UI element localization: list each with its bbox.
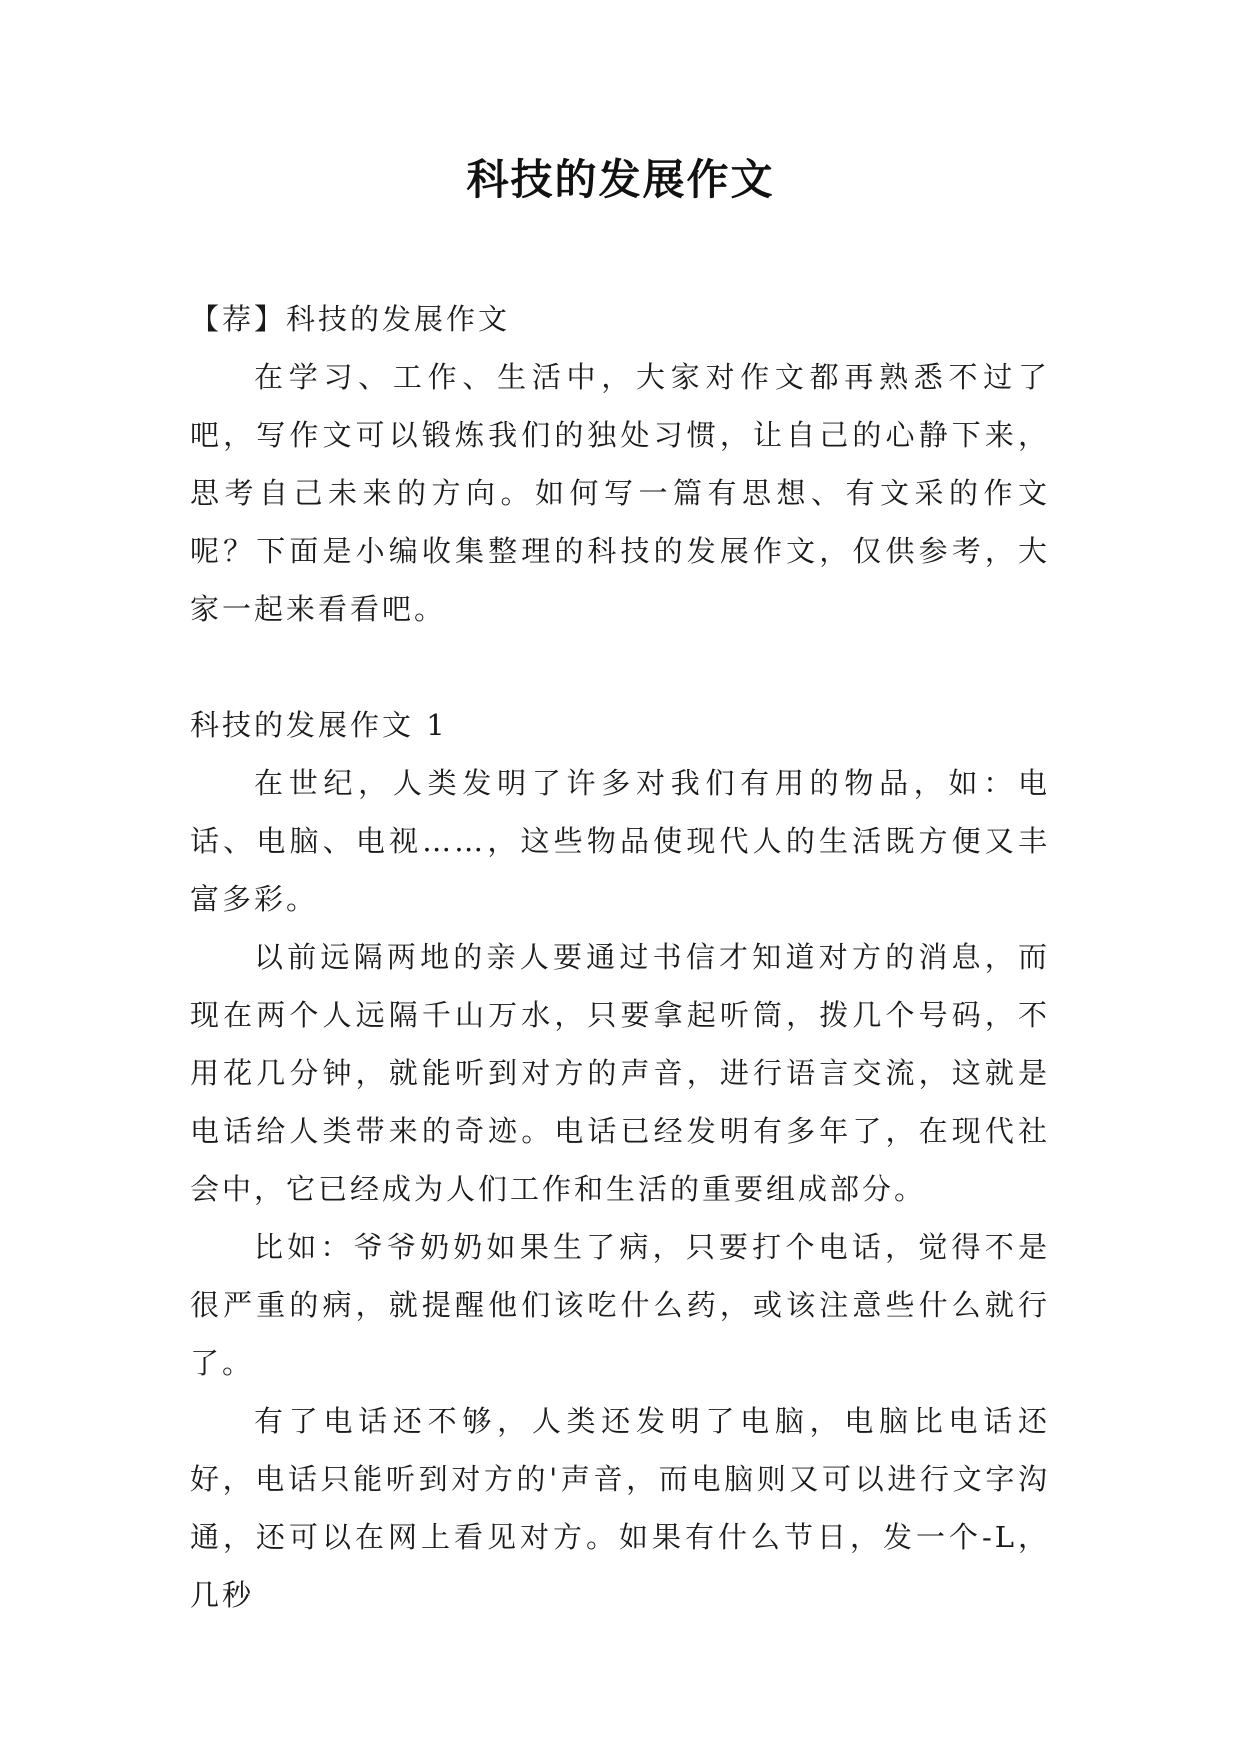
intro-paragraph: 在学习、工作、生活中，大家对作文都再熟悉不过了吧，写作文可以锻炼我们的独处习惯，让自己的心静下来，思考自己未来的方向。如何写一篇有思想、有文采的作文呢？下面是小编收集整理的科技的发展作文，仅供参考，大家一起来看看吧。 [190,360,1050,626]
section-spacer [190,638,1050,696]
body-paragraph: 有了电话还不够，人类还发明了电脑，电脑比电话还好，电话只能听到对方的'声音，而电脑则又可以进行文字沟通，还可以在网上看见对方。如果有什么节日，发一个-L，几秒 [190,1404,1050,1612]
body-paragraph: 以前远隔两地的亲人要通过书信才知道对方的消息，而现在两个人远隔千山万水，只要拿起听筒，拨几个号码，不用花几分钟，就能听到对方的声音，进行语言交流，这就是电话给人类带来的奇迹。电话已经发明有多年了，在现代社会中，它已经成为人们工作和生活的重要组成部分。 [190,940,1050,1206]
document-body [190,290,1050,1624]
document-title: 科技的发展作文 [466,155,775,204]
lead-heading: 【荐】科技的发展作文 [190,302,511,336]
body-paragraph: 比如：爷爷奶奶如果生了病，只要打个电话，觉得不是很严重的病，就提醒他们该吃什么药，或该注意些什么就行了。 [190,1230,1050,1380]
body-paragraph: 在世纪，人类发明了许多对我们有用的物品，如：电话、电脑、电视……，这些物品使现代人的生活既方便又丰富多彩。 [190,766,1050,916]
essay-heading: 科技的发展作文 1 [190,708,448,742]
